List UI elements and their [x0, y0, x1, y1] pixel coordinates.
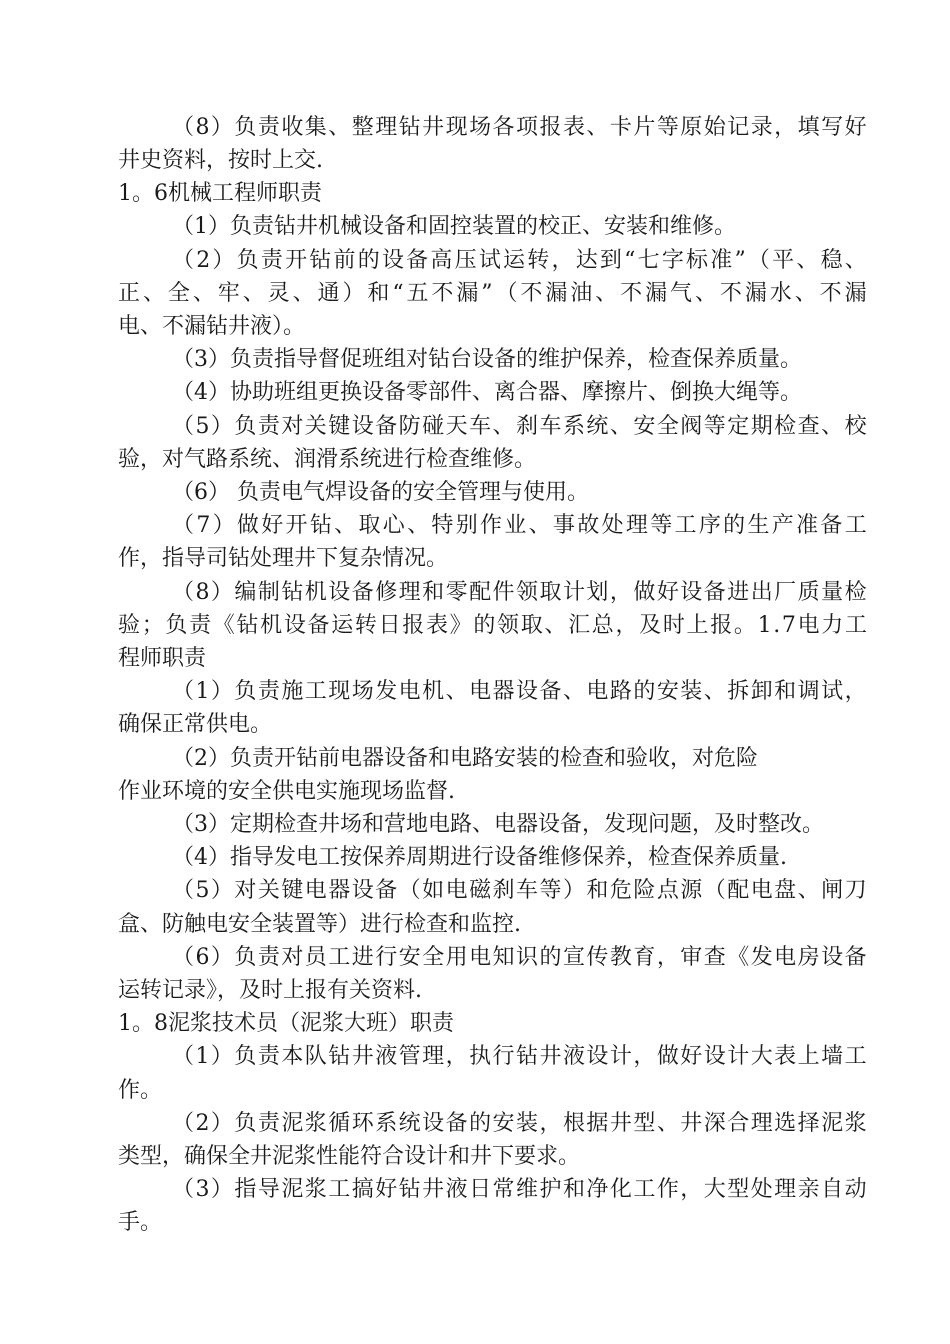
text-line: （ 8 ） 负 责 收 集 、 整 理 钻 井 现 场 各 项 报 表 、 卡 片 等 原 始 记 录 ， 填 写 好 [172, 115, 867, 140]
text-line: （3）负责指导督促班组对钻台设备的维护保养，检查保养质量。 [172, 347, 802, 372]
text-line: 确保正常供电。 [118, 712, 273, 737]
text-line: （ 6 ） 负 责 对 员 工 进 行 安 全 用 电 知 识 的 宣 传 教 育 ， 审 查 《 发 电 房 设 备 [172, 945, 867, 970]
text-line: （ 3 ） 指 导 泥 浆 工 搞 好 钻 井 液 日 常 维 护 和 净 化 工 作 ， 大 型 处 理 亲 自 动 [172, 1177, 867, 1202]
text-line: （ 5 ） 负 责 对 关 键 设 备 防 碰 天 车 、 刹 车 系 统 、 安 全 阀 等 定 期 检 查 、 校 [172, 414, 867, 439]
text-line: （ 1 ） 负 责 施 工 现 场 发 电 机 、 电 器 设 备 、 电 路 的 安 装 、 拆 卸 和 调 试 ， [172, 679, 867, 704]
text-line: （4）指导发电工按保养周期进行设备维修保养，检查保养质量. [172, 845, 787, 870]
text-line: 手。 [118, 1210, 163, 1235]
text-line: （ 1 ） 负 责 本 队 钻 井 液 管 理 ， 执 行 钻 井 液 设 计 ， 做 好 设 计 大 表 上 墙 工 [172, 1044, 867, 1069]
text-line: 作。 [118, 1078, 163, 1103]
text-line: 正 、 全 、 牢 、 灵 、 通 ） 和 “ 五 不 漏 ” （ 不 漏 油 、 不 漏 气 、 不 漏 水 、 不 漏 [118, 281, 867, 306]
text-line: （6） 负责电气焊设备的安全管理与使用。 [172, 480, 589, 505]
text-line: （ 7 ） 做 好 开 钻 、 取 心 、 特 别 作 业 、 事 故 处 理 等 工 序 的 生 产 准 备 工 [172, 513, 867, 538]
text-line: 验，对气路系统、润滑系统进行检查维修。 [118, 447, 537, 472]
text-line: （3）定期检查井场和营地电路、电器设备，发现问题，及时整改。 [172, 812, 824, 837]
text-line: 井史资料，按时上交. [118, 148, 323, 173]
text-line: 电、不漏钻井液）。 [118, 314, 306, 339]
text-line: （ 5 ） 对 关 键 电 器 设 备 （ 如 电 磁 刹 车 等 ） 和 危 险 点 源 （ 配 电 盘 、 闸 刀 [172, 878, 867, 903]
text-line: 运转记录》，及时上报有关资料. [118, 978, 422, 1003]
text-line: 盒、防触电安全装置等）进行检查和监控. [118, 912, 521, 937]
section-heading: 1。6机械工程师职责 [118, 181, 322, 206]
text-line: 类型，确保全井泥浆性能符合设计和井下要求。 [118, 1144, 581, 1169]
text-line: 程师职责 [118, 646, 207, 671]
text-line: （1）负责钻井机械设备和固控装置的校正、安装和维修。 [172, 214, 736, 239]
text-line: （ 2 ） 负 责 泥 浆 循 环 系 统 设 备 的 安 装 ， 根 据 井 型 、 井 深 合 理 选 择 泥 浆 [172, 1111, 867, 1136]
text-line: 验 ； 负 责 《 钻 机 设 备 运 转 日 报 表 》 的 领 取 、 汇 总 ， 及 时 上 报 。 1 . 7 电 力 工 [118, 613, 867, 638]
text-line: 作，指导司钻处理井下复杂情况。 [118, 546, 449, 571]
text-line: （4）协助班组更换设备零部件、离合器、摩擦片、倒换大绳等。 [172, 380, 802, 405]
text-line: 作业环境的安全供电实施现场监督. [118, 779, 455, 804]
text-line: （2）负责开钻前电器设备和电路安装的检查和验收，对危险 [172, 746, 758, 771]
text-line: （ 8 ） 编 制 钻 机 设 备 修 理 和 零 配 件 领 取 计 划 ， 做 好 设 备 进 出 厂 质 量 检 [172, 580, 867, 605]
text-line: （ 2 ） 负 责 开 钻 前 的 设 备 高 压 试 运 转 ， 达 到 “ 七 字 标 准 ” （ 平 、 稳 、 [172, 248, 867, 273]
section-heading: 1。8泥浆技术员（泥浆大班）职责 [118, 1011, 454, 1036]
